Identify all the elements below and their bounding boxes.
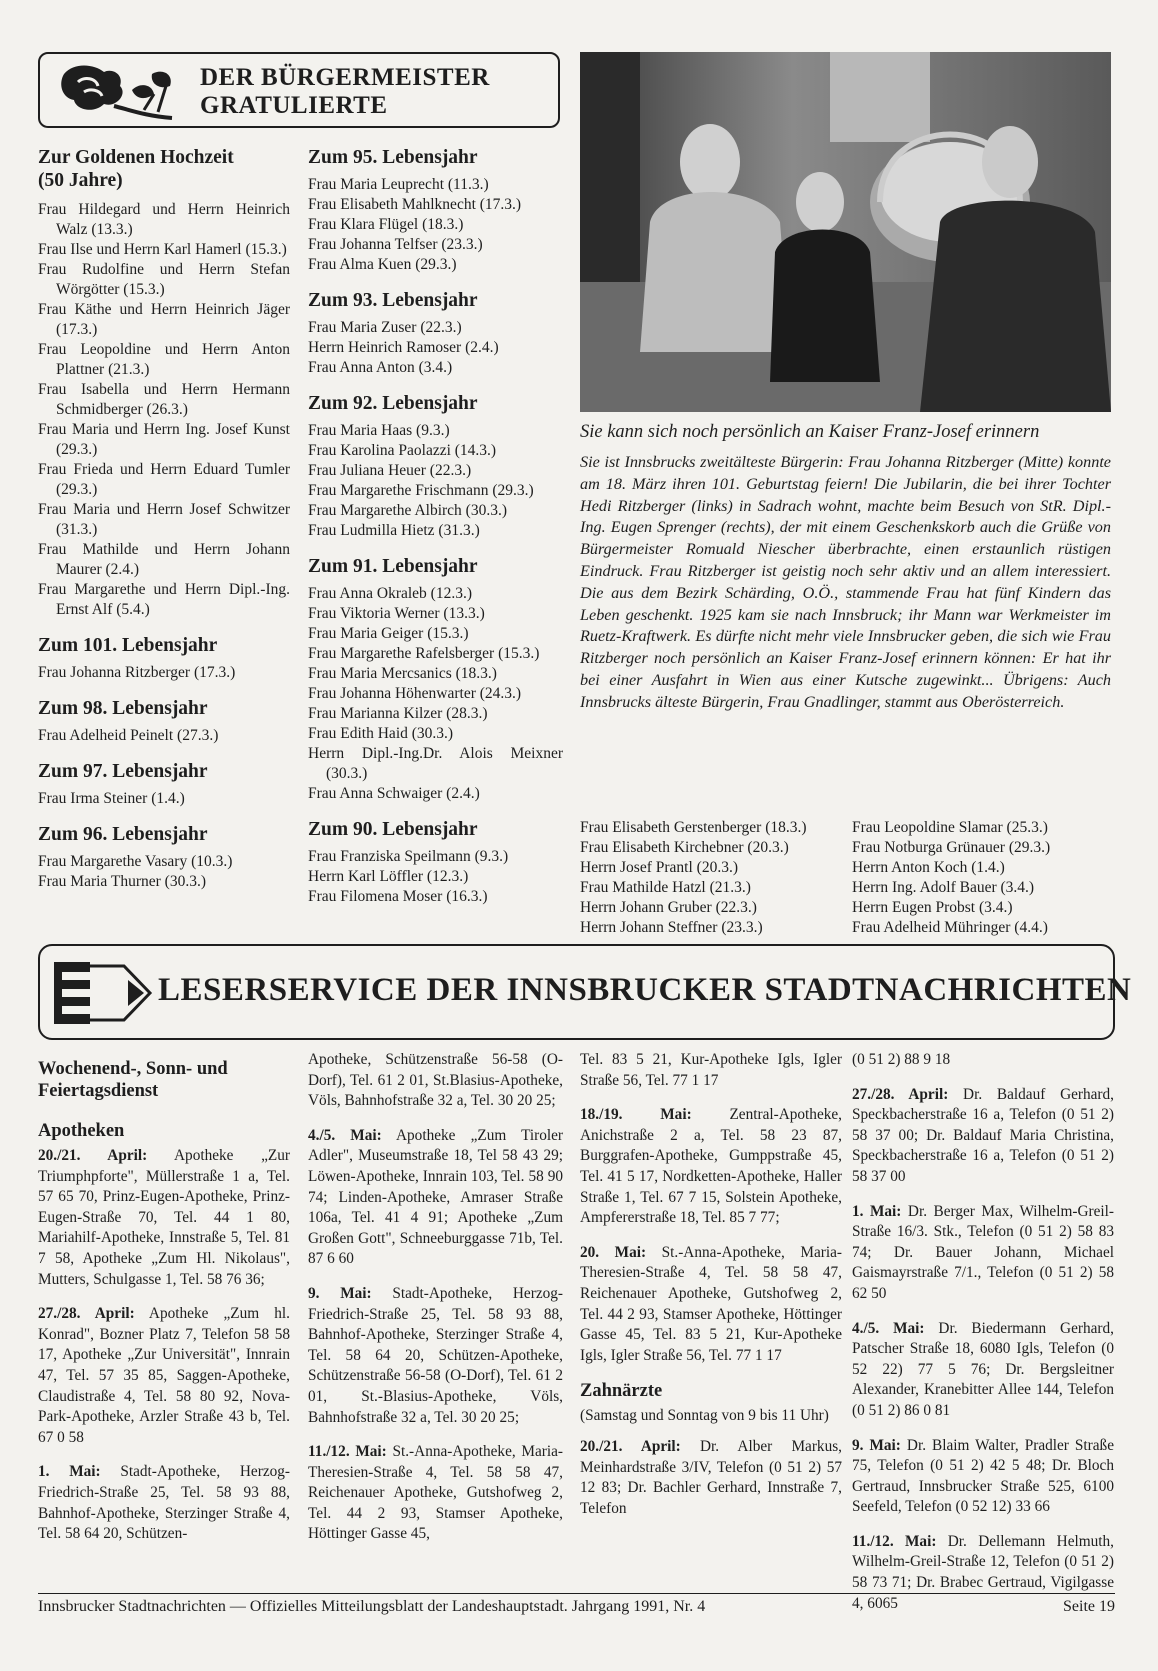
leserservice-title: LESERSERVICE DER INNSBRUCKER STADTNACHRICHTEN: [158, 972, 1132, 1008]
section-heading: Zum 92. Lebensjahr: [308, 393, 478, 414]
service-list-3: [580, 1050, 842, 1366]
list-item: Herrn Johann Steffner (23.3.): [580, 919, 763, 936]
zahnaerzte-heading: Zahnärzte: [580, 1381, 663, 1402]
list-item: Frau Margarethe Rafelsberger (15.3.): [308, 645, 540, 662]
list-90: [308, 847, 563, 907]
list-item: Herrn Anton Koch (1.4.): [852, 859, 1005, 876]
list-item: Frau Mathilde und Herrn Johann Maurer (2.4.): [38, 541, 290, 578]
list-item: Frau Maria Leuprecht (11.3.): [308, 176, 489, 193]
section-heading: Zum 91. Lebensjahr: [308, 556, 478, 577]
service-list-3b: [580, 1437, 842, 1519]
list-item: Frau Hildegard und Herrn Heinrich Walz (13.3.): [38, 201, 290, 238]
section-heading: Wochenend-, Sonn- und Feiertagsdienst: [38, 1059, 228, 1101]
service-text: Dr. Blaim Walter, Pradler Straße 75, Telefon (0 51 2) 42 5 48; Dr. Bloch Gertraud, Innsbrucker Straße 525, 6100 Seefeld, Telefon (0 52 12) 33 66: [852, 1436, 1114, 1516]
list-item: Herrn Dipl.-Ing.Dr. Alois Meixner (30.3.): [308, 745, 563, 782]
service-text: Stadt-Apotheke, Herzog-Friedrich-Straße 25, Tel. 58 93 88, Bahnhof-Apotheke, Sterzinger Straße 4, Tel. 58 64 20, Schützen-: [38, 1463, 290, 1543]
list-item: Herrn Josef Prantl (20.3.): [580, 859, 738, 876]
list-item: Frau Leopoldine Slamar (25.3.): [852, 819, 1048, 836]
service-date: 1. Mai:: [852, 1202, 902, 1220]
arrow-logo-icon: [54, 962, 154, 1024]
section-heading: Zum 101. Lebensjahr: [38, 635, 218, 656]
list-names-3: [580, 818, 842, 938]
list-91: [308, 584, 563, 804]
list-97: [38, 789, 290, 809]
photo-caption-body: Sie ist Innsbrucks zweitälteste Bürgerin: Frau Johanna Ritzberger (Mitte) konnte am 18. März ihren 101. Geburtstag feiern! Die Jubilarin, die bei ihrer Tochter Hedi Ritzberger (links) in Sadrach wohnt, machte beim Besuch von StR. Dipl.-Ing. Eugen Sprenger (rechts), der mit einem Geschenkskorb auch die Grüße von Bürgermeister Romuald Niescher überbrachte, einen erstaunlich rüstigen Eindruck. Frau Ritzberger ist geistig noch sehr aktiv und an allem interessiert. Die aus dem Bezirk Schärding, O.Ö., stammende Frau hat fünf Kindern das Leben geschenkt. 1925 kam sie nach Innsbruck; ihr Mann war Werkmeister im Ruetz-Kraftwerk. Es dürfte nicht mehr viele Innsbrucker geben, die sich wie Frau Ritzberger noch persönlich an Kaiser Franz-Josef erinnern können: Er hat ihr bei einer Ausfahrt in Wien aus einer Kutsche zugewinkt... Übrigens: Auch Innsbrucks älteste Bürgerin, Frau Gnadlinger, stammt aus Oberösterreich.: [580, 453, 1111, 711]
list-item: Frau Maria und Herrn Josef Schwitzer (31.3.): [38, 501, 290, 538]
footer-divider: [38, 1593, 1115, 1594]
photo-caption-title: Sie kann sich noch persönlich an Kaiser Franz-Josef erinnern: [580, 422, 1040, 442]
list-item: Frau Edith Haid (30.3.): [308, 725, 454, 742]
section-heading: Zum 93. Lebensjahr: [308, 290, 478, 311]
service-date: 9. Mai:: [852, 1436, 901, 1454]
service-text: Dr. Alber Markus, Meinhardstraße 3/IV, Telefon (0 51 2) 57 12 83; Dr. Bachler Gerhard, Innstraße 7, Telefon: [580, 1437, 842, 1517]
list-item: Frau Margarethe Vasary (10.3.): [38, 853, 233, 870]
list-item: Herrn Eugen Probst (3.4.): [852, 899, 1013, 916]
service-date: 20. Mai:: [580, 1243, 647, 1261]
service-date: 4./5. Mai:: [308, 1126, 382, 1144]
service-date: 20./21. April:: [580, 1437, 681, 1455]
column-names-3: [580, 818, 842, 938]
list-item: Herrn Heinrich Ramoser (2.4.): [308, 339, 499, 356]
list-names-4: [852, 818, 1114, 938]
list-item: Frau Maria Zuser (22.3.): [308, 319, 462, 336]
list-item: Frau Margarethe Frischmann (29.3.): [308, 482, 534, 499]
list-item: Frau Viktoria Werner (13.3.): [308, 605, 485, 622]
footer-text: Innsbrucker Stadtnachrichten — Offizielles Mitteilungsblatt der Landeshauptstadt. Jahrgang 1991, Nr. 4: [38, 1598, 706, 1615]
service-text: Apotheke „Zur Triumphpforte", Müllerstraße 1 a, Tel. 57 65 70, Prinz-Eugen-Apotheke, Prinz-Eugen-Straße 70, Tel. 44 1 80, Mariahilf-Apotheke, Innstraße 5, Tel. 81 7 58, Apotheke „Zum Hl. Nikolaus", Mutters, Schulgasse 1, Tel. 58 76 36;: [38, 1147, 290, 1288]
service-text: Dr. Berger Max, Wilhelm-Greil-Straße 16/3. Stk., Telefon (0 51 2) 58 83 74; Dr. Bauer Johann, Michael Gaismayrstraße 7/1., Telefon (0 51 2) 58 62 50: [852, 1202, 1114, 1302]
list-item: Frau Johanna Höhenwarter (24.3.): [308, 685, 522, 702]
list-95: [308, 175, 563, 275]
list-item: Frau Franziska Speilmann (9.3.): [308, 848, 509, 865]
list-98: [38, 726, 290, 746]
column-golden: [38, 146, 290, 892]
list-item: Frau Frieda und Herrn Eduard Tumler (29.3.): [38, 461, 290, 498]
list-item: Frau Anna Schwaiger (2.4.): [308, 785, 480, 802]
list-101: [38, 663, 290, 683]
service-text: St.-Anna-Apotheke, Maria-Theresien-Straße 4, Tel. 58 58 47, Reichenauer Apotheke, Gutshofweg 2, Tel. 44 2 93, Stamser Apotheke, Höttinger Gasse 45, Tel. 83 5 21, Kur-Apotheke Igls, Igler Straße 56, Tel. 77 1 17: [580, 1243, 842, 1364]
list-item: Frau Irma Steiner (1.4.): [38, 790, 185, 807]
golden-list: [38, 200, 290, 620]
list-item: Frau Elisabeth Kirchebner (20.3.): [580, 839, 789, 856]
list-item: Frau Maria Thurner (30.3.): [38, 873, 207, 890]
service-text: Dr. Dellemann Helmuth, Wilhelm-Greil-Straße 12, Telefon (0 51 2) 58 73 71; Dr. Brabec Gertraud, Vigilgasse 4, 6065: [852, 1532, 1115, 1612]
list-96: [38, 852, 290, 892]
service-entry: [852, 1319, 1114, 1422]
service-text: St.-Anna-Apotheke, Maria-Theresien-Straße 4, Tel. 58 58 47, Reichenauer Apotheke, Gutshofweg 2, Tel. 44 2 93, Stamser Apotheke, Höttinger Gasse 45,: [308, 1443, 563, 1543]
apotheken-heading: Apotheken: [38, 1121, 125, 1141]
list-item: Frau Rudolfine und Herrn Stefan Wörgötter (15.3.): [38, 261, 290, 298]
page-number: Seite 19: [1063, 1598, 1115, 1615]
service-entry: [308, 1126, 563, 1270]
list-item: Frau Ilse und Herrn Karl Hamerl (15.3.): [38, 241, 287, 258]
leserservice-header: [38, 944, 1132, 1040]
list-item: Frau Adelheid Mühringer (4.4.): [852, 919, 1048, 936]
list-93: [308, 318, 563, 378]
list-92: [308, 421, 563, 541]
list-item: Frau Isabella und Herrn Hermann Schmidberger (26.3.): [38, 381, 290, 418]
service-column-1: [38, 1058, 290, 1559]
list-item: Frau Anna Anton (3.4.): [308, 359, 453, 376]
service-text: (0 51 2) 88 9 18: [852, 1051, 951, 1068]
service-entry: [308, 1050, 563, 1112]
list-item: Herrn Ing. Adolf Bauer (3.4.): [852, 879, 1035, 896]
list-item: Frau Johanna Ritzberger (17.3.): [38, 664, 236, 681]
service-text: Zentral-Apotheke, Anichstraße 2 a, Tel. 58 23 87, Burggrafen-Apotheke, Gumppstraße 45, Tel. 41 5 17, Nordketten-Apotheke, Haller Straße 1, Tel. 67 7 15, Solstein Apotheke, Ampfererstraße 18, Tel. 85 7 77;: [580, 1106, 842, 1227]
service-column-3: [580, 1050, 842, 1533]
service-text: Apotheke „Zum Tiroler Adler", Museumstraße 18, Tel 58 43 29; Löwen-Apotheke, Innrain 103, Tel. 58 90 74; Linden-Apotheke, Amraser Straße 106a, Tel. 41 4 91; Apotheke „Zum Großen Gott", Schneeburggasse 71b, Tel. 87 6 60: [308, 1126, 564, 1268]
column-birthdays: [308, 146, 563, 907]
service-date: 27./28. April:: [852, 1085, 949, 1103]
page-title: DER BÜRGERMEISTER GRATULIERTE: [200, 64, 490, 119]
zahnaerzte-note: (Samstag und Sonntag von 9 bis 11 Uhr): [580, 1407, 829, 1425]
service-list-1: [38, 1146, 290, 1545]
service-date: 11./12. Mai:: [308, 1443, 387, 1461]
service-date: 1. Mai:: [38, 1463, 101, 1481]
service-text: Apotheke „Zum hl. Konrad", Bozner Platz 7, Telefon 58 58 17, Apotheke „Zur Universität", Innrain 47, Tel. 57 35 85, Saggen-Apotheke, Claudistraße 4, Tel. 58 80 92, Nova-Park-Apotheke, Arzler Straße 43 b, Tel. 67 0 58: [38, 1305, 290, 1446]
list-item: Frau Elisabeth Mahlknecht (17.3.): [308, 196, 522, 213]
service-date: 4./5. Mai:: [852, 1319, 925, 1337]
service-text: Apotheke, Schützenstraße 56-58 (O-Dorf), Tel. 61 2 01, St.Blasius-Apotheke, Völs, Bahnhofstraße 32 a, Tel. 30 20 25;: [308, 1051, 563, 1110]
header-box: [38, 52, 560, 128]
service-entry: [580, 1050, 842, 1091]
service-column-4: [852, 1050, 1114, 1628]
section-heading: Zum 98. Lebensjahr: [38, 698, 208, 719]
list-item: Frau Notburga Grünauer (29.3.): [852, 839, 1051, 856]
list-item: Frau Maria und Herrn Ing. Josef Kunst (29.3.): [38, 421, 290, 458]
section-heading: Zum 90. Lebensjahr: [308, 819, 478, 840]
service-entry: [852, 1050, 1114, 1071]
service-entry: [308, 1284, 563, 1428]
column-names-4: [852, 818, 1114, 938]
service-entry: [308, 1442, 563, 1545]
list-item: Frau Mathilde Hatzl (21.3.): [580, 879, 751, 896]
list-item: Frau Klara Flügel (18.3.): [308, 216, 464, 233]
service-list-2: [308, 1050, 563, 1545]
service-date: 20./21. April:: [38, 1147, 148, 1164]
service-date: 18./19. Mai:: [580, 1106, 692, 1124]
list-item: Frau Adelheid Peinelt (27.3.): [38, 727, 219, 744]
list-item: Frau Leopoldine und Herrn Anton Plattner (21.3.): [38, 341, 290, 378]
service-date: 11./12. Mai:: [852, 1532, 937, 1550]
service-text: Dr. Biedermann Gerhard, Patscher Straße 18, 6080 Igls, Telefon (0 52 22) 77 5 76; Dr. Bergsleitner Alexander, Kranebitter Allee 144, Telefon (0 51 2) 86 0 81: [852, 1319, 1114, 1419]
list-item: Herrn Karl Löffler (12.3.): [308, 868, 469, 885]
service-text: Dr. Baldauf Gerhard, Speckbacherstraße 16 a, Telefon (0 51 2) 58 37 00; Dr. Baldauf Maria Christina, Speckbacherstraße 16 a, Telefon (0 51 2) 58 37 00: [852, 1085, 1114, 1185]
list-item: Frau Margarethe und Herrn Dipl.-Ing. Ernst Alf (5.4.): [38, 581, 290, 618]
service-entry: [580, 1437, 842, 1519]
list-item: Frau Elisabeth Gerstenberger (18.3.): [580, 819, 807, 836]
service-entry: [38, 1462, 290, 1544]
list-item: Frau Karolina Paolazzi (14.3.): [308, 442, 497, 459]
service-entry: [852, 1202, 1114, 1305]
list-item: Frau Marianna Kilzer (28.3.): [308, 705, 488, 722]
photo: [580, 52, 1111, 412]
section-heading: Zum 97. Lebensjahr: [38, 761, 208, 782]
service-list-4: [852, 1050, 1114, 1614]
service-column-2: [308, 1050, 563, 1559]
list-item: Frau Filomena Moser (16.3.): [308, 888, 488, 905]
photo-illustration: [580, 52, 1111, 412]
list-item: Frau Anna Okraleb (12.3.): [308, 585, 472, 602]
list-item: Frau Maria Geiger (15.3.): [308, 625, 469, 642]
list-item: Frau Alma Kuen (29.3.): [308, 256, 457, 273]
list-item: Frau Käthe und Herrn Heinrich Jäger (17.3.): [38, 301, 290, 338]
service-entry: [38, 1146, 290, 1290]
list-item: Frau Maria Haas (9.3.): [308, 422, 450, 439]
service-text: Tel. 83 5 21, Kur-Apotheke Igls, Igler Straße 56, Tel. 77 1 17: [580, 1051, 842, 1089]
service-entry: [580, 1105, 842, 1229]
service-text: Stadt-Apotheke, Herzog-Friedrich-Straße 25, Tel. 58 93 88, Bahnhof-Apotheke, Sterzinger Straße 4, Tel. 58 64 20, Schützen-Apotheke, Schützenstraße 56-58 (O-Dorf), Tel. 61 2 01, St.-Blasius-Apotheke, Völs, Bahnhofstraße 32 a, Tel. 30 20 25;: [308, 1284, 563, 1426]
section-heading: Zum 95. Lebensjahr: [308, 147, 478, 168]
rose-icon: [54, 60, 184, 124]
section-heading: Zur Goldenen Hochzeit (50 Jahre): [38, 147, 234, 191]
list-item: Frau Juliana Heuer (22.3.): [308, 462, 472, 479]
service-entry: [38, 1304, 290, 1448]
service-entry: [852, 1085, 1114, 1188]
section-heading: Zum 96. Lebensjahr: [38, 824, 208, 845]
footer: [38, 1598, 1115, 1616]
service-entry: [580, 1243, 842, 1367]
list-item: Frau Maria Mercsanics (18.3.): [308, 665, 497, 682]
service-entry: [852, 1436, 1114, 1518]
list-item: Herrn Johann Gruber (22.3.): [580, 899, 757, 916]
service-date: 9. Mai:: [308, 1284, 372, 1302]
list-item: Frau Margarethe Albirch (30.3.): [308, 502, 508, 519]
list-item: Frau Johanna Telfser (23.3.): [308, 236, 483, 253]
service-date: 27./28. April:: [38, 1305, 135, 1323]
list-item: Frau Ludmilla Hietz (31.3.): [308, 522, 480, 539]
